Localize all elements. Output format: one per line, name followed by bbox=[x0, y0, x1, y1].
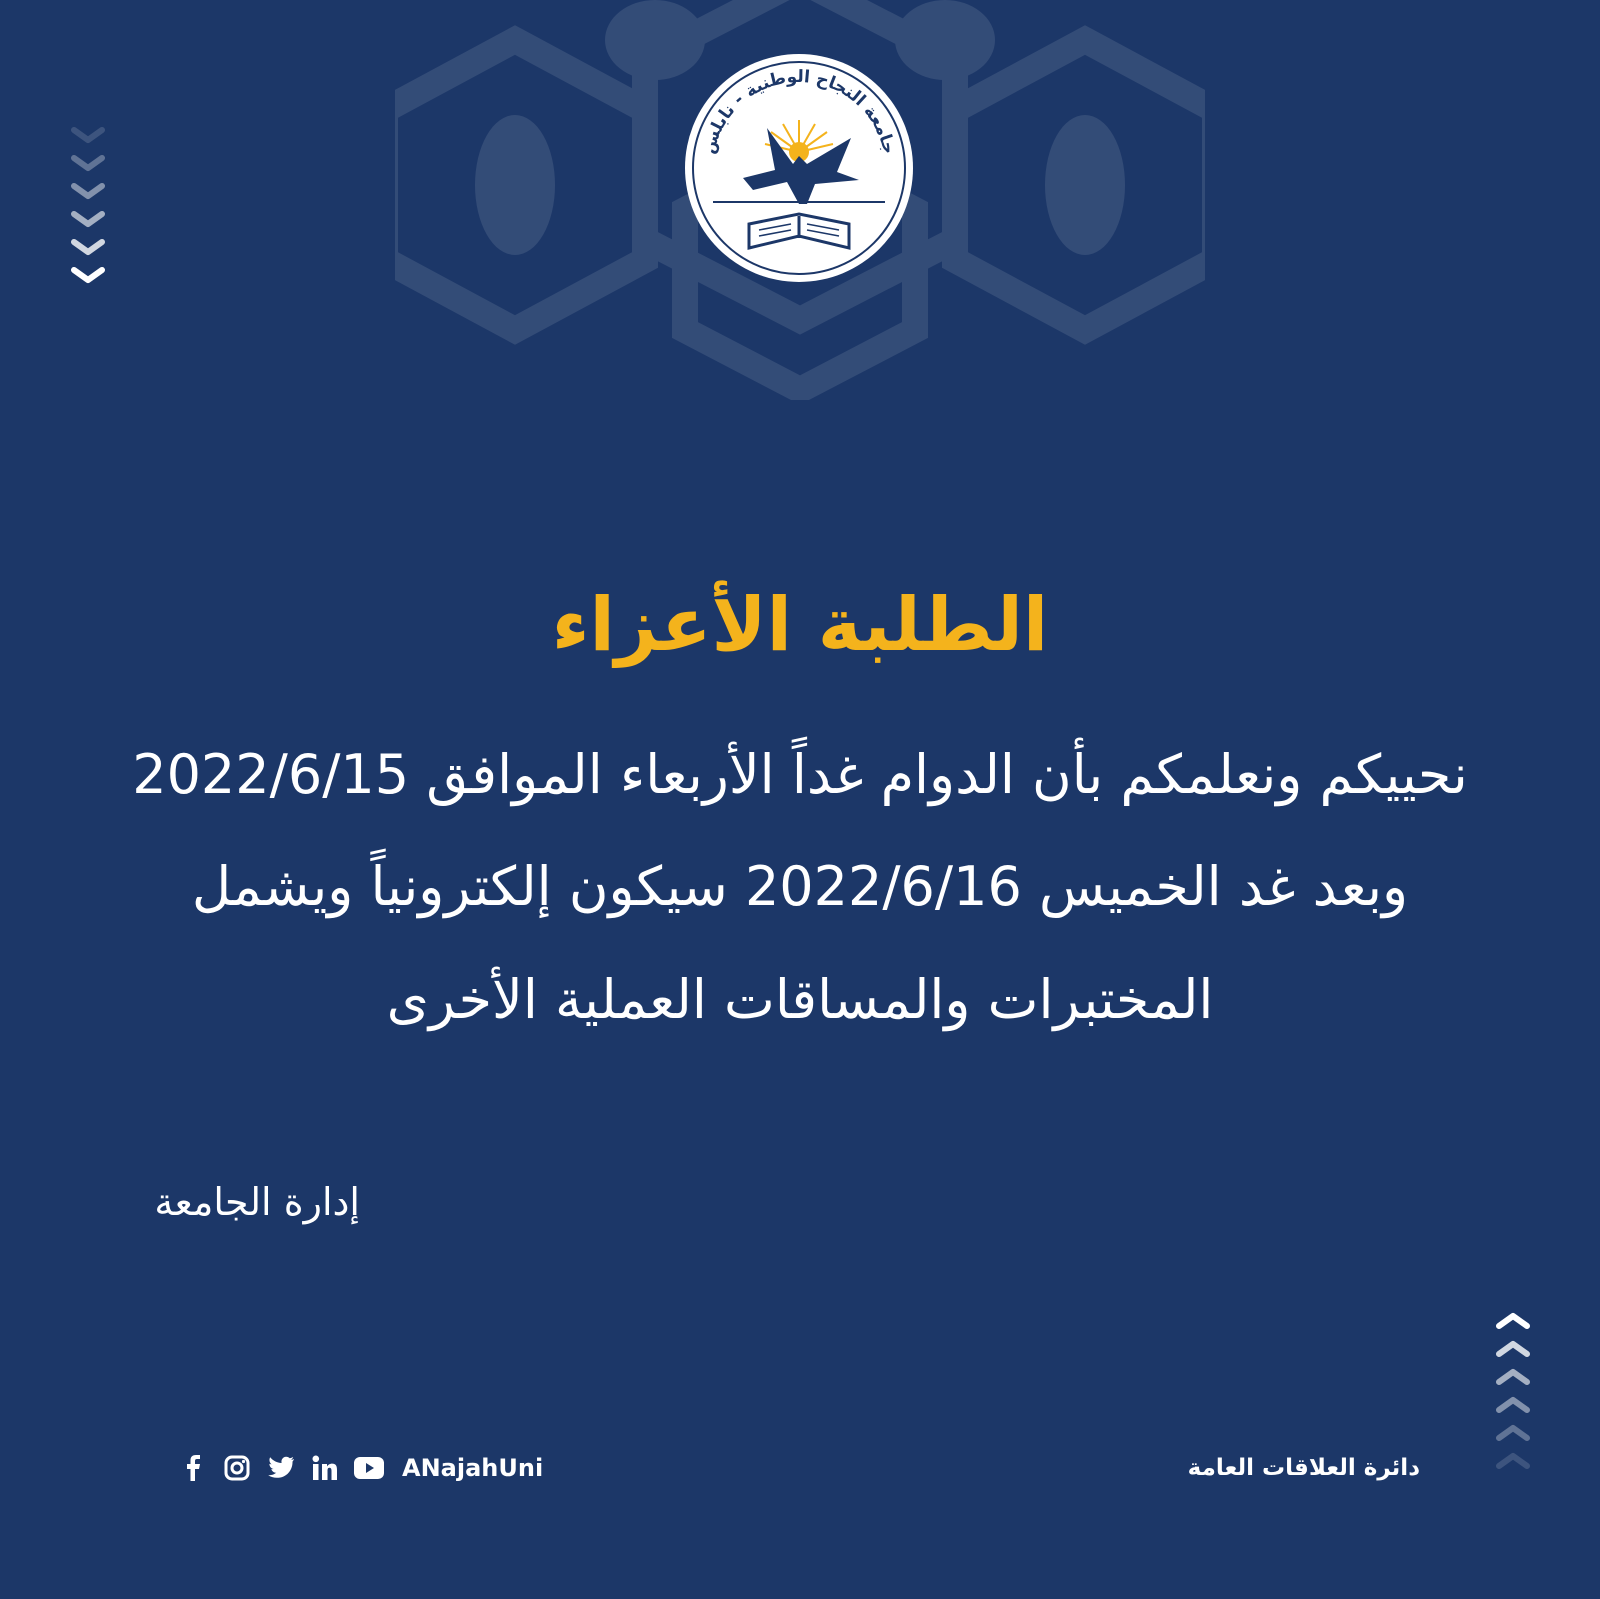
logo-ring-text: جامعة النجاح الوطنية - نابلس bbox=[698, 66, 899, 157]
social-handle[interactable]: ANajahUni bbox=[402, 1454, 544, 1482]
social-links bbox=[178, 1450, 543, 1486]
youtube-icon[interactable] bbox=[354, 1453, 384, 1483]
department-name: دائرة العلاقات العامة bbox=[1187, 1455, 1420, 1481]
linkedin-icon[interactable] bbox=[310, 1453, 340, 1483]
chevrons-up-icon bbox=[1493, 1310, 1533, 1480]
facebook-icon[interactable] bbox=[178, 1453, 208, 1483]
university-logo bbox=[683, 52, 915, 284]
announcement-line-3: المختبرات والمساقات العملية الأخرى bbox=[386, 968, 1214, 1031]
signature: إدارة الجامعة bbox=[154, 1180, 360, 1224]
chevrons-down-icon bbox=[68, 126, 108, 296]
announcement-line-2: وبعد غد الخميس 2022/6/16 سيكون إلكترونياً ويشمل bbox=[191, 855, 1409, 918]
announcement-line-1: نحييكم ونعلمكم بأن الدوام غداً الأربعاء الموافق 2022/6/15 bbox=[132, 743, 1468, 806]
announcement-title: الطلبة الأعزاء bbox=[551, 582, 1049, 668]
twitter-icon[interactable] bbox=[266, 1453, 296, 1483]
instagram-icon[interactable] bbox=[222, 1453, 252, 1483]
